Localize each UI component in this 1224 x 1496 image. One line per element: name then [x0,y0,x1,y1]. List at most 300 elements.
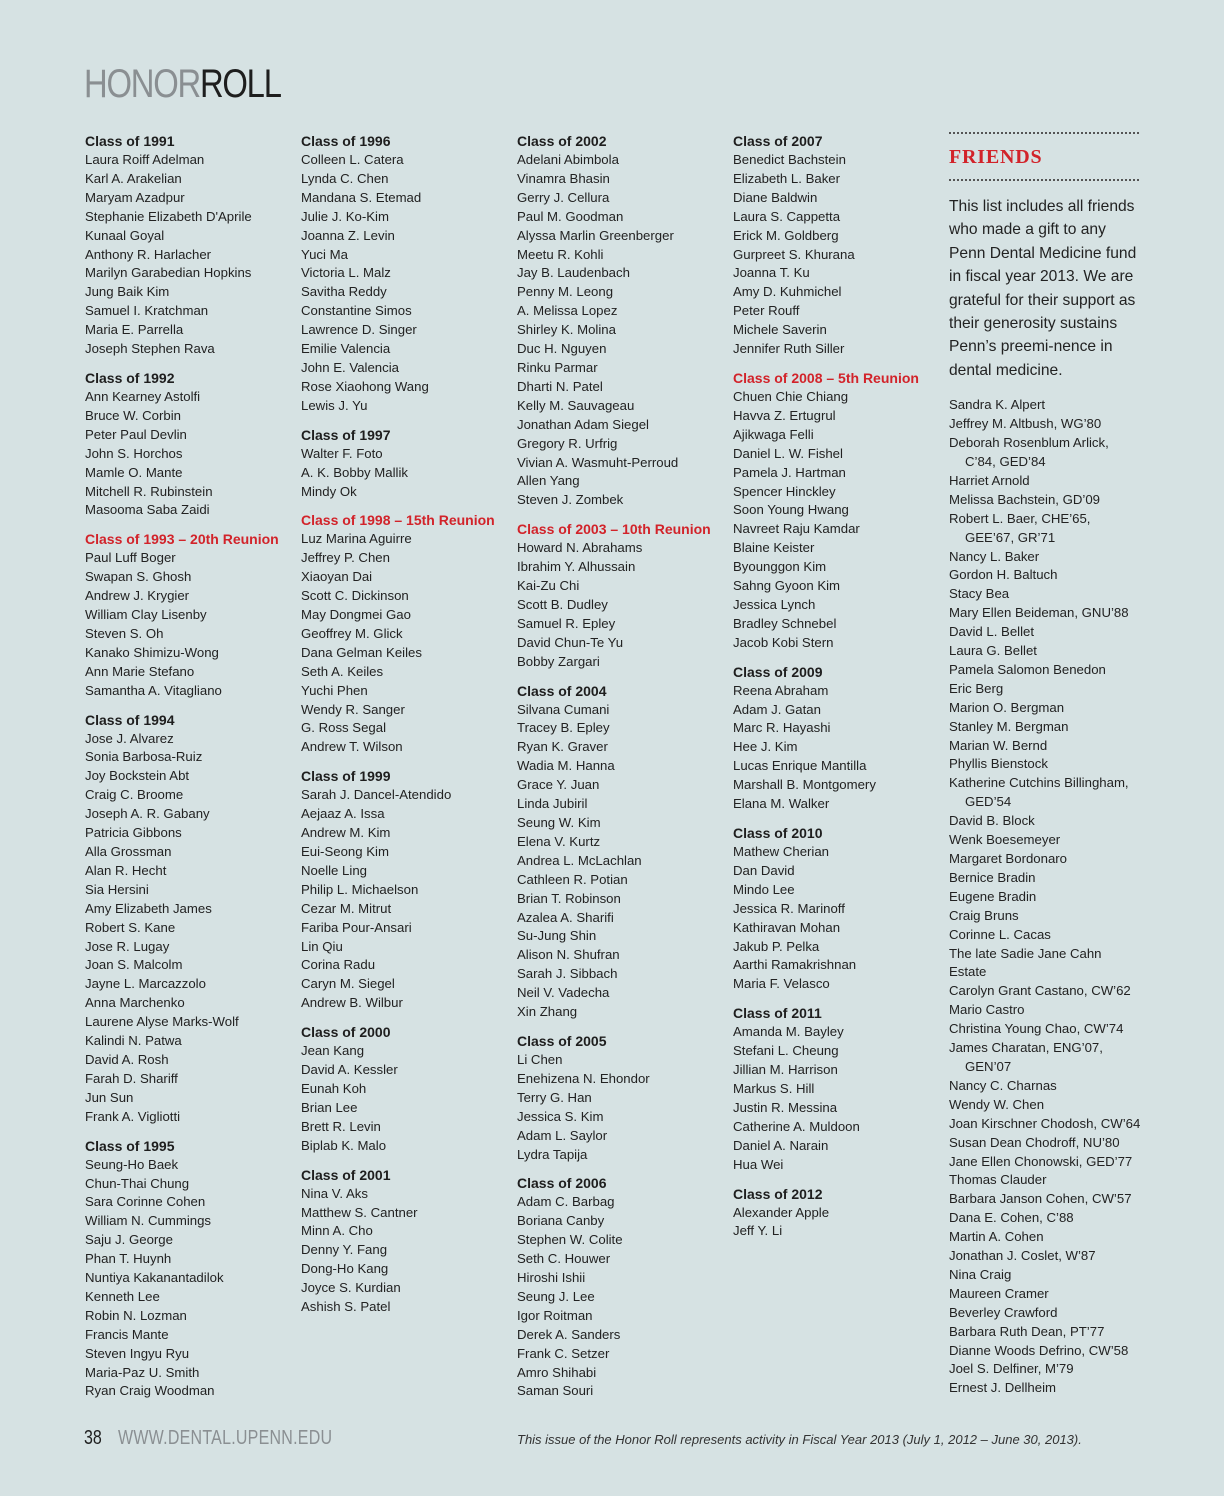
class-column-2 [301,132,511,1327]
donor-name: Joyce S. Kurdian [301,1280,401,1296]
friend-name-text: Stanley M. Bergman [949,718,1069,734]
friend-name [949,1190,1141,1209]
friend-name [949,926,1141,945]
class-group [517,1174,727,1401]
donor-name: Joan S. Malcolm [85,957,183,973]
friend-name-text: Katherine Cutchins Billingham, [949,775,1129,791]
donor-name: Bradley Schnebel [733,615,837,631]
donor-name: John S. Horchos [85,445,183,461]
friend-name-text: Wendy W. Chen [949,1096,1045,1112]
friend-name [949,680,1141,699]
friend-name-text: Bernice Bradin [949,869,1036,885]
donor-name: Jose J. Alvarez [85,730,174,746]
donor-name: Steven S. Oh [85,625,164,641]
donor-name: Laura S. Cappetta [733,208,841,224]
class-heading: Class of 1993 – 20th Reunion [85,531,279,548]
donor-name: Samantha A. Vitagliano [85,682,222,698]
class-heading: Class of 2010 [733,825,823,841]
donor-name: Marc R. Hayashi [733,720,831,736]
friend-name-text: Pamela Salomon Benedon [949,661,1106,677]
friend-name-text: Mario Castro [949,1002,1025,1018]
donor-name: David Chun-Te Yu [517,634,624,650]
donor-name: Dong-Ho Kang [301,1261,389,1277]
friend-name [949,1247,1141,1266]
donor-name: Biplab K. Malo [301,1137,387,1153]
donor-name: Maria F. Velasco [733,976,830,992]
friend-name-text: Joan Kirschner Chodosh, CW’64 [949,1115,1141,1131]
friend-name-text: Gordon H. Baltuch [949,567,1058,583]
friend-name-text: Jonathan J. Coslet, W’87 [949,1248,1096,1264]
friend-name-text: Deborah Rosenblum Arlick, [949,435,1109,451]
class-heading: Class of 2011 [733,1005,822,1022]
class-column-1 [85,132,295,1411]
donor-name: Duc H. Nguyen [517,341,607,357]
donor-name: Seung-Ho Baek [85,1156,179,1172]
donor-name: Scott C. Dickinson [301,588,409,604]
donor-name: Steven J. Zombek [517,492,624,508]
donor-name: Xin Zhang [517,1004,578,1020]
class-heading: Class of 1991 [85,133,175,149]
donor-name: Wadia M. Hanna [517,758,615,774]
friend-name-text: Sandra K. Alpert [949,397,1046,413]
friend-name-continuation: C’84, GED’84 [965,453,1046,469]
friend-name [949,945,1141,983]
donor-name: Sia Hersini [85,881,149,897]
donor-name: Mitchell R. Rubinstein [85,483,213,499]
class-heading: Class of 2000 [301,1024,391,1041]
donor-name: David A. Rosh [85,1051,169,1067]
donor-name: Dan David [733,862,795,878]
donor-name: Ann Kearney Astolfi [85,388,201,404]
donor-name: Ryan Craig Woodman [85,1383,215,1399]
donor-name: Li Chen [517,1051,563,1067]
class-group [733,1185,943,1242]
friend-name [949,850,1141,869]
donor-name: Chun-Thai Chung [85,1175,190,1191]
donor-name: Samuel I. Kratchman [85,303,209,319]
friend-name [949,1171,1141,1190]
donor-name: Lewis J. Yu [301,397,368,413]
donor-name: Jean Kang [301,1043,365,1059]
friend-name [949,1323,1141,1342]
donor-name: Wendy R. Sanger [301,701,405,717]
donor-name: Jessica R. Marinoff [733,900,845,916]
donor-name: Jay B. Laudenbach [517,265,630,281]
donor-name: Ajikwaga Felli [733,426,814,442]
donor-name: Diane Baldwin [733,189,818,205]
class-group [301,1166,511,1317]
donor-name: Benedict Bachstein [733,152,846,167]
donor-name: Ryan K. Graver [517,739,608,755]
donor-name: Paul M. Goodman [517,208,624,224]
donor-name: Andrew M. Kim [301,825,391,841]
donor-name: Jessica Lynch [733,596,816,612]
donor-name: Seung J. Lee [517,1288,595,1304]
friend-name [949,699,1141,718]
donor-name: Adam L. Saylor [517,1127,608,1143]
donor-name: Marilyn Garabedian Hopkins [85,265,252,281]
class-heading: Class of 1998 – 15th Reunion [301,512,495,529]
donor-name: Lynda C. Chen [301,170,389,186]
page-title [84,62,281,107]
friend-name-text: Jane Ellen Chonowski, GED’77 [949,1153,1133,1169]
class-group [301,132,511,416]
donor-name: Mamle O. Mante [85,464,183,480]
friend-name [949,1001,1141,1020]
friend-name-text: Stacy Bea [949,586,1010,602]
donor-name: Mindo Lee [733,881,795,897]
page-number: 38 [84,1427,102,1449]
friend-name-text: Ernest J. Dellheim [949,1380,1057,1396]
donor-name: Mandana S. Etemad [301,189,422,205]
donor-name: Yuchi Phen [301,682,368,698]
friend-name-text: Margaret Bordonaro [949,851,1068,866]
donor-name: Jeff Y. Li [733,1223,783,1239]
donor-name: Laurene Alyse Marks-Wolf [85,1014,239,1030]
donor-name: Neil V. Vadecha [517,985,610,1001]
class-heading: Class of 2007 [733,133,823,149]
donor-name: Kelly M. Sauvageau [517,397,635,413]
friend-name-text: Jeffrey M. Altbush, WG’80 [949,416,1102,432]
class-group [301,426,511,502]
friend-name-text: Beverley Crawford [949,1304,1058,1320]
donor-name: Vinamra Bhasin [517,170,610,186]
donor-name: Brett R. Levin [301,1118,381,1134]
donor-name: Marshall B. Montgomery [733,777,876,793]
friend-name-text: James Charatan, ENG’07, [949,1040,1103,1056]
friend-name-text: Joel S. Delfiner, M’79 [949,1361,1074,1377]
class-heading: Class of 2004 [517,682,607,699]
donor-name: Linda Jubiril [517,796,588,812]
donor-name: Karl A. Arakelian [85,170,182,186]
friend-name [949,1077,1141,1096]
donor-name: Amy D. Kuhmichel [733,284,842,300]
class-heading: Class of 2005 [517,1032,607,1049]
donor-name: Spencer Hinckley [733,483,836,499]
friend-name-text: Martin A. Cohen [949,1229,1044,1245]
class-group [85,530,295,700]
donor-name: Emilie Valencia [301,341,391,357]
class-group [85,132,295,359]
donor-name: Hua Wei [733,1156,784,1172]
donor-name: Frank A. Vigliotti [85,1108,181,1124]
donor-name: Jun Sun [85,1089,134,1105]
friend-name [949,1096,1141,1115]
class-heading: Class of 1994 [85,711,175,728]
donor-name: Sonia Barbosa-Ruiz [85,749,203,765]
donor-name: Jose R. Lugay [85,938,170,954]
donor-name: Vivian A. Wasmuht-Perroud [517,454,679,470]
footer [84,1427,1144,1451]
donor-name: Jung Baik Kim [85,284,170,300]
friends-heading: FRIENDS [949,146,1043,168]
donor-name: Hiroshi Ishii [517,1270,586,1286]
donor-name: Kanako Shimizu-Wong [85,644,219,660]
donor-name: Joy Bockstein Abt [85,768,190,784]
donor-name: Cezar M. Mitrut [301,900,392,916]
donor-name: Ibrahim Y. Alhussain [517,559,636,575]
donor-name: Joseph A. R. Gabany [85,806,210,822]
donor-name: Boriana Canby [517,1213,605,1229]
donor-name: Samuel R. Epley [517,615,616,631]
donor-name: Ann Marie Stefano [85,663,195,679]
donor-name: William N. Cummings [85,1213,212,1229]
donor-name: Saman Souri [517,1383,594,1399]
class-group [85,711,295,1127]
friend-name-continuation: GEE’67, GR’71 [965,529,1056,545]
class-heading: Class of 2002 [517,133,607,149]
donor-name: Penny M. Leong [517,284,614,300]
friend-name-continuation: GED’54 [965,794,1012,810]
donor-name: Su-Jung Shin [517,928,597,944]
donor-name: Hee J. Kim [733,739,798,755]
donor-name: Ashish S. Patel [301,1299,391,1315]
dotted-divider-bottom [949,179,1139,181]
donor-name: Swapan S. Ghosh [85,569,192,585]
friend-name [949,1266,1141,1285]
donor-name: Sarah J. Sibbach [517,966,618,982]
donor-name: Yuci Ma [301,246,348,262]
donor-name: Francis Mante [85,1326,169,1342]
friend-name [949,718,1141,737]
donor-name: Alyssa Marlin Greenberger [517,227,674,243]
class-heading: Class of 2001 [301,1166,391,1183]
friend-name-text: Marion O. Bergman [949,699,1065,715]
friend-name [949,1360,1141,1379]
donor-name: A. Melissa Lopez [517,303,618,319]
class-heading: Class of 2003 – 10th Reunion [517,521,711,538]
donor-name: Craig C. Broome [85,787,184,803]
donor-name: Allen Yang [517,473,580,489]
friend-name [949,907,1141,926]
donor-name: Robin N. Lozman [85,1307,187,1323]
donor-name: Enehizena N. Ehondor [517,1070,650,1086]
donor-name: Erick M. Goldberg [733,227,839,243]
donor-name: Kalindi N. Patwa [85,1033,182,1049]
donor-name: Anna Marchenko [85,995,185,1011]
friend-name-text: Corinne L. Cacas [949,926,1051,942]
donor-name: Stefani L. Cheung [733,1043,839,1059]
friend-name [949,623,1141,642]
donor-name: Lydra Tapija [517,1146,588,1162]
dotted-divider-top [949,132,1139,134]
class-heading: Class of 1999 [301,768,391,785]
donor-name: Frank C. Setzer [517,1345,610,1361]
class-heading: Class of 2006 [517,1175,607,1192]
donor-name: Dana Gelman Keiles [301,644,422,660]
donor-name: Laura Roiff Adelman [85,152,205,167]
donor-name: Luz Marina Aguirre [301,531,412,547]
class-group [517,520,727,671]
donor-name: Nina V. Aks [301,1185,368,1201]
friend-name [949,1020,1141,1039]
donor-name: Mindy Ok [301,483,357,499]
donor-name: Gerry J. Cellura [517,189,610,205]
donor-name: Adam C. Barbag [517,1194,615,1210]
friend-name [949,1115,1141,1134]
donor-name: Xiaoyan Dai [301,569,373,585]
donor-name: Maria-Paz U. Smith [85,1364,200,1380]
donor-name: Alexander Apple [733,1204,830,1220]
donor-name: Brian Lee [301,1099,358,1115]
donor-name: Amanda M. Bayley [733,1024,844,1040]
donor-name: Lucas Enrique Mantilla [733,758,867,774]
donor-name: Sahng Gyoon Kim [733,578,841,594]
donor-name: Azalea A. Sharifi [517,909,614,925]
donor-name: Victoria L. Malz [301,265,391,281]
friend-name [949,642,1141,661]
donor-name: Rinku Parmar [517,359,598,375]
donor-name: Elana M. Walker [733,796,830,812]
donor-name: Michele Saverin [733,322,827,338]
friend-name-text: Mary Ellen Beideman, GNU’88 [949,605,1129,621]
donor-name: Lin Qiu [301,938,343,954]
donor-name: G. Ross Segal [301,720,387,736]
donor-name: Amro Shihabi [517,1364,597,1380]
donor-name: Derek A. Sanders [517,1326,621,1342]
friend-name-text: Laura G. Bellet [949,643,1037,659]
class-group [733,824,943,994]
donor-name: Masooma Saba Zaidi [85,502,210,518]
donor-name: Maryam Azadpur [85,189,185,205]
donor-name: Markus S. Hill [733,1080,815,1096]
donor-name: Colleen L. Catera [301,152,404,167]
donor-name: Joanna Z. Levin [301,227,395,243]
friend-name [949,737,1141,756]
donor-name: A. K. Bobby Mallik [301,464,409,480]
donor-name: Scott B. Dudley [517,596,608,612]
donor-name: Blaine Keister [733,540,815,556]
donor-name: Denny Y. Fang [301,1242,388,1258]
title-honor: HONOR [84,62,200,106]
donor-name: Daniel L. W. Fishel [733,445,843,461]
donor-name: Caryn M. Siegel [301,976,395,992]
friend-name-text: Craig Bruns [949,907,1019,923]
friend-name [949,831,1141,850]
friend-name [949,1039,1141,1077]
donor-name: Chuen Chie Chiang [733,388,849,404]
donor-name: Andrew J. Krygier [85,588,190,604]
donor-name: Tracey B. Epley [517,720,610,736]
friend-name [949,661,1141,680]
friends-list [949,396,1141,1398]
friend-name-continuation: GEN’07 [965,1058,1012,1074]
donor-name: Alla Grossman [85,844,172,859]
donor-name: Amy Elizabeth James [85,900,212,916]
donor-name: Noelle Ling [301,862,367,878]
donor-name: Adam J. Gatan [733,701,821,717]
friend-name [949,982,1141,1001]
friends-section [949,132,1141,1398]
donor-name: Soon Young Hwang [733,502,849,518]
friend-name-text: David L. Bellet [949,624,1035,640]
donor-name: Jeffrey P. Chen [301,550,390,566]
donor-name: Peter Paul Devlin [85,426,187,442]
title-roll: ROLL [199,62,281,106]
friend-name-text: Thomas Clauder [949,1172,1047,1188]
donor-name: Joanna T. Ku [733,265,810,281]
friend-name-text: Nina Craig [949,1266,1012,1282]
class-group [85,369,295,520]
donor-name: Corina Radu [301,957,376,973]
friend-name-text: Harriet Arnold [949,472,1030,488]
class-group [733,1004,943,1174]
site-url: WWW.DENTAL.UPENN.EDU [118,1427,333,1449]
friend-name [949,415,1141,434]
friend-name-text: Eugene Bradin [949,888,1037,904]
donor-name: Stephen W. Colite [517,1232,623,1248]
donor-name: Julie J. Ko-Kim [301,208,389,224]
donor-name: Kenneth Lee [85,1288,160,1304]
donor-name: Pamela J. Hartman [733,464,846,480]
donor-name: Aejaaz A. Issa [301,806,385,822]
donor-name: Elizabeth L. Baker [733,170,841,186]
donor-name: Lawrence D. Singer [301,322,417,338]
friend-name-text: Dianne Woods Defrino, CW’58 [949,1342,1129,1358]
donor-name: Daniel A. Narain [733,1137,829,1153]
donor-name: Mathew Cherian [733,844,830,859]
donor-name: Howard N. Abrahams [517,540,643,556]
class-column-3 [517,132,727,1411]
class-heading: Class of 1997 [301,426,391,443]
class-group [301,511,511,757]
donor-name: Seth A. Keiles [301,663,384,679]
friend-name-text: Carolyn Grant Castano, CW’62 [949,983,1131,999]
friend-name-text: Christina Young Chao, CW’74 [949,1021,1124,1037]
donor-name: Silvana Cumani [517,701,610,717]
friend-name-text: Robert L. Baer, CHE’65, [949,510,1091,526]
friend-name [949,888,1141,907]
friend-name [949,472,1141,491]
donor-name: Constantine Simos [301,303,412,319]
friend-name [949,1209,1141,1228]
donor-name: Rose Xiaohong Wang [301,378,429,394]
class-group [733,132,943,359]
donor-name: Justin R. Messina [733,1099,838,1115]
donor-name: Fariba Pour-Ansari [301,919,412,935]
donor-name: Alison N. Shufran [517,947,620,963]
friend-name [949,396,1141,415]
donor-name: Seth C. Houwer [517,1251,611,1267]
donor-name: Terry G. Han [517,1089,592,1105]
donor-name: John E. Valencia [301,359,399,375]
donor-name: Gurpreet S. Khurana [733,246,855,262]
class-group [517,1032,727,1164]
class-heading: Class of 1992 [85,369,175,386]
class-group [517,132,727,510]
friend-name [949,1304,1141,1323]
donor-name: Andrew B. Wilbur [301,995,403,1011]
footer-note: This issue of the Honor Roll represents activity in Fiscal Year 2013 (July 1, 2012 – June 30, 2013). [517,1432,1082,1447]
donor-name: Adelani Abimbola [517,152,619,167]
friend-name [949,774,1141,812]
donor-name: Havva Z. Ertugrul [733,407,836,423]
friend-name [949,1134,1141,1153]
donor-name: Maria E. Parrella [85,322,184,338]
donor-name: Alan R. Hecht [85,862,167,878]
friend-name-text: Melissa Bachstein, GD’09 [949,491,1100,507]
donor-name: Kunaal Goyal [85,227,165,243]
class-group [733,663,943,814]
donor-name: Eunah Koh [301,1080,367,1096]
friend-name-text: Wenk Boesemeyer [949,832,1061,848]
donor-name: Kai-Zu Chi [517,578,580,594]
donor-name: Cathleen R. Potian [517,871,628,887]
donor-name: Matthew S. Cantner [301,1204,418,1220]
donor-name: Igor Roitman [517,1307,593,1323]
donor-name: Aarthi Ramakrishnan [733,957,857,973]
friend-name-text: Barbara Ruth Dean, PT’77 [949,1323,1105,1339]
